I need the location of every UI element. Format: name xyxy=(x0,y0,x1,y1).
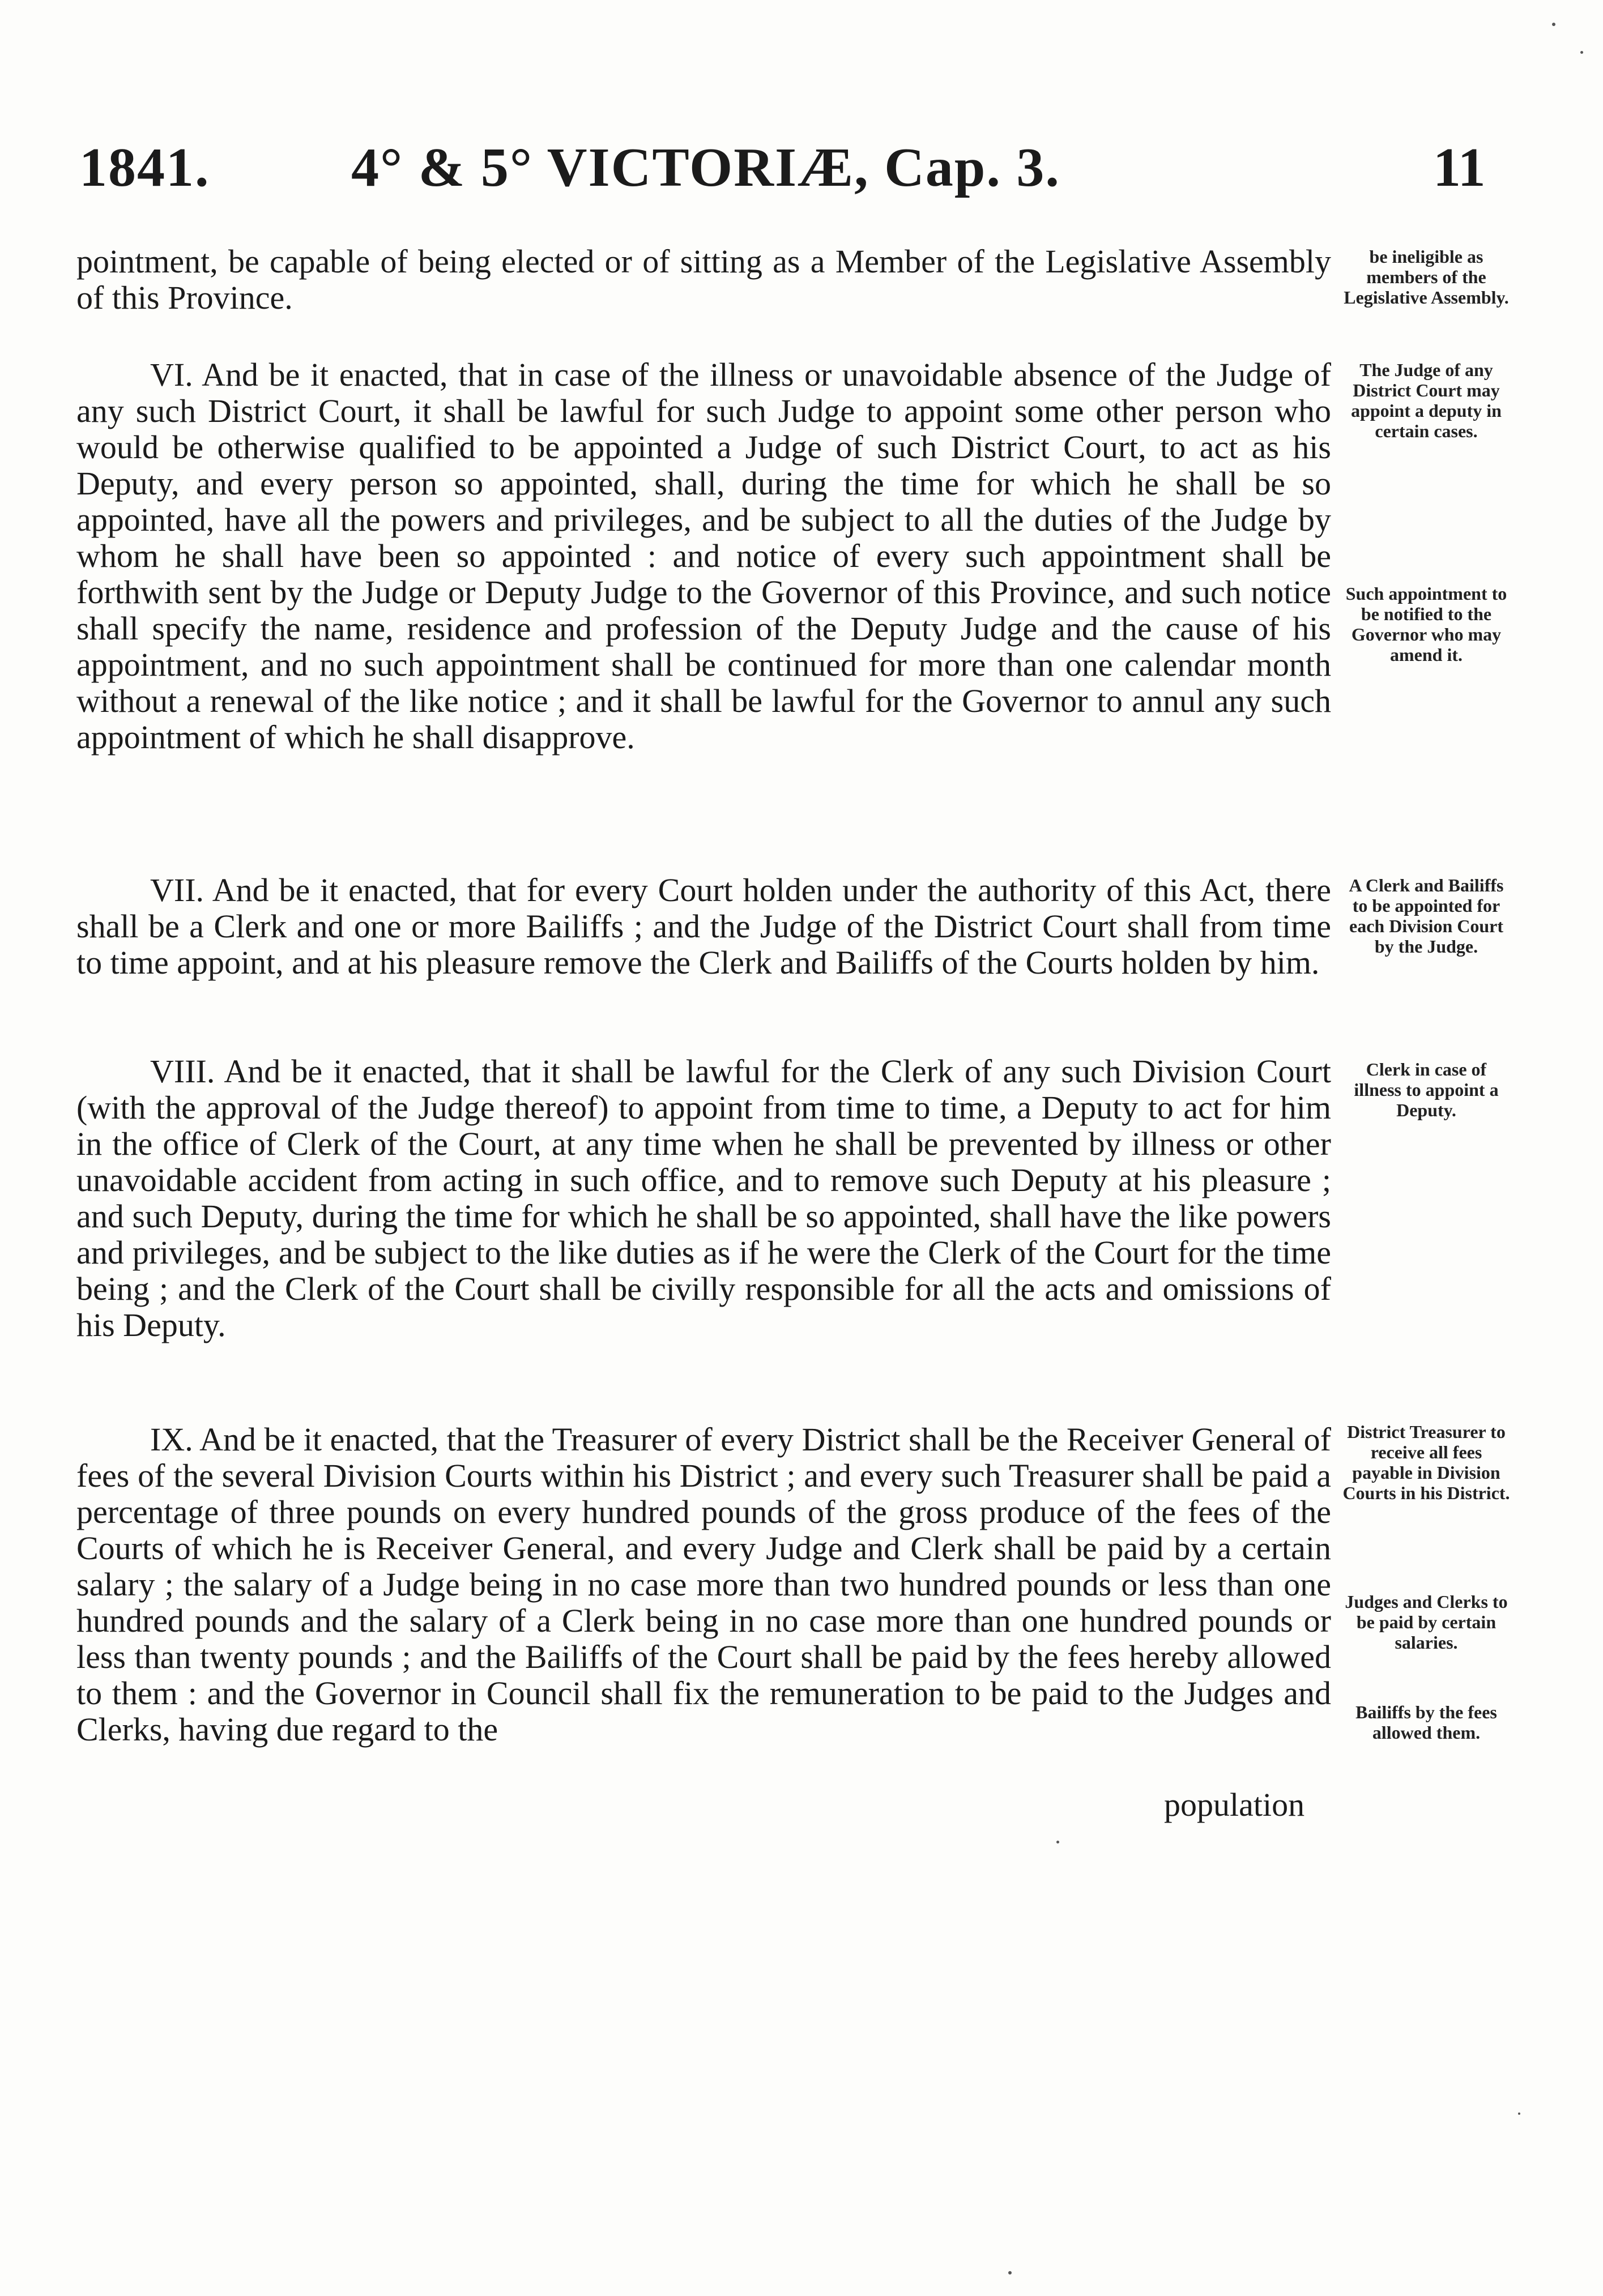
section-8-paragraph xyxy=(76,1053,1331,1343)
marginal-note: Such appointment to be notified to the Governor who may amend it. xyxy=(1345,583,1507,665)
page-number: 11 xyxy=(1433,137,1486,198)
paragraph-text: And be it enacted, that the Treasurer of every District shall be the Receiver General of fees of the several Division Courts within his District ; and every such Treasurer shall be paid a percentage of three pounds on every hundred pounds of the gross produce of the fees of the Courts of which he is Receiver General, and every Judge and Clerk shall be paid by a certain salary ; the salary of a Judge being in no case more than two hundred pounds or less than one hundred pounds and the salary of a Clerk being in no case more than one hundred pounds or less than twenty pounds ; and the Bailiffs of the Court shall be paid by the fees hereby allowed to them : and the Governor in Council shall fix the remuneration to be paid to the Judges and Clerks, having due regard to the xyxy=(76,1421,1331,1748)
section-number: IX. xyxy=(150,1421,193,1458)
paragraph-text: And be it enacted, that for every Court holden under the authority of this Act, there shall be a Clerk and one or more Bailiffs ; and the Judge of the District Court shall from time to time appoint, and at his pleasure remove the Clerk and Bailiffs of the Courts holden by him. xyxy=(76,872,1331,981)
header-year: 1841. xyxy=(79,137,210,198)
paper-speck xyxy=(1056,1841,1059,1843)
marginal-note: District Treasurer to receive all fees payable in Division Courts in his District. xyxy=(1342,1422,1510,1503)
paragraph-text: And be it enacted, that in case of the illness or unavoidable absence of the Judge of any such District Court, it shall be lawful for such Judge to appoint some other person who would be otherwise qualified to be appointed a Judge of such District Court, to act as his Deputy, and every person so appointed, shall, during the time for which he shall be so appointed, have all the powers and privileges, and be subject to all the duties of the Judge by whom he shall have been so appointed : and notice of every such appointment shall be forthwith sent by the Judge or Deputy Judge to the Governor of this Province, and such notice shall specify the name, residence and profession of the Deputy Judge and the cause of his appointment, and no such appointment shall be continued for more than one calendar month without a renewal of the like notice ; and it shall be lawful for the Governor to annul any such appointment of which he shall disapprove. xyxy=(76,356,1331,756)
section-7-paragraph xyxy=(76,872,1331,981)
running-header xyxy=(0,136,1603,204)
header-title: 4° & 5° VICTORIÆ, Cap. 3. xyxy=(351,137,1060,198)
section-number: VII. xyxy=(150,872,204,908)
paragraph-continuation xyxy=(76,244,1331,316)
section-number: VIII. xyxy=(150,1053,215,1090)
paper-speck xyxy=(1580,51,1583,54)
paragraph-text: And be it enacted, that it shall be lawful for the Clerk of any such Division Court (with the approval of the Judge thereof) to appoint from time to time, a Deputy to act for him in the office of Clerk of the Court, at any time when he shall be prevented by illness or other unavoidable accident from acting in such office, and to remove such Deputy at his pleasure ; and such Deputy, during the time for which he shall be so appointed, shall have the like powers and privileges, and be subject to the like duties as if he were the Clerk of the Court for the time being ; and the Clerk of the Court shall be civilly responsible for all the acts and omissions of his Deputy. xyxy=(76,1053,1331,1343)
paper-speck xyxy=(1518,2113,1520,2115)
section-number: VI. xyxy=(150,356,193,393)
marginal-note: A Clerk and Bailiffs to be appointed for each Division Court by the Judge. xyxy=(1349,875,1504,957)
marginal-note: Judges and Clerks to be paid by certain salaries. xyxy=(1345,1591,1508,1653)
catchword: population xyxy=(1164,1786,1305,1823)
marginal-note: be ineligible as members of the Legislative Assembly. xyxy=(1344,246,1509,308)
section-6-paragraph xyxy=(76,357,1331,756)
marginal-note: Bailiffs by the fees allowed them. xyxy=(1355,1702,1497,1743)
paper-speck xyxy=(1552,23,1555,26)
paragraph-text: pointment, be capable of being elected or of sitting as a Member of the Legislative Assembly of this Province. xyxy=(76,243,1331,316)
marginal-note: The Judge of any District Court may appoint a deputy in certain cases. xyxy=(1351,360,1502,441)
marginal-note: Clerk in case of illness to appoint a Deputy. xyxy=(1354,1059,1499,1120)
paper-speck xyxy=(1008,2271,1012,2274)
section-9-paragraph xyxy=(76,1422,1331,1748)
